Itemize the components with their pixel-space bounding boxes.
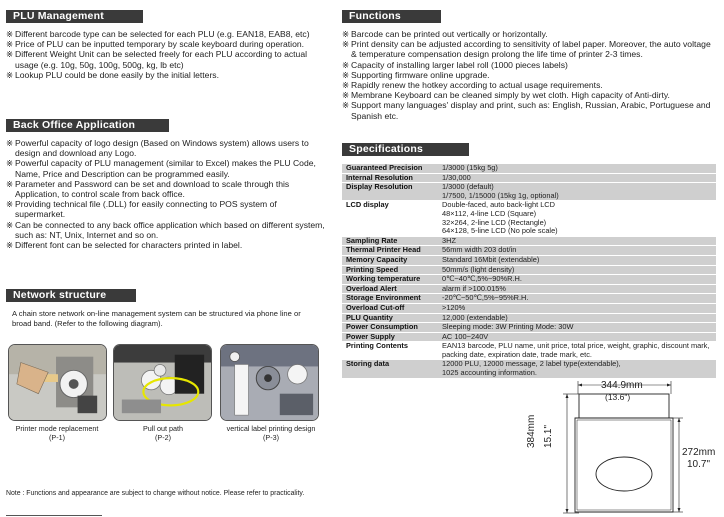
list-item-text: Supporting firmware online upgrade. (351, 69, 490, 80)
table-row (342, 303, 716, 313)
list-item (6, 29, 328, 39)
dimension-width-inch: (13.6") (605, 392, 631, 402)
list-item (6, 158, 328, 178)
reference-mark-icon: ※ (342, 29, 350, 39)
photo-caption-1: Printer mode replacement (P-1) (15, 424, 99, 442)
list-item (6, 49, 328, 69)
spec-label: Printing Contents (342, 342, 438, 360)
list-item-text: Support many languages' display and print, such as: English, Russian, Arabic, Portuguese and Spanish etc. (351, 100, 711, 121)
list-item-text: Can be connected to any back office application which based on different system, such as: NT, Unix, Internet and so on. (15, 219, 325, 240)
list-item-text: Parameter and Password can be set and download to scale through this Application, to control scale from back office. (15, 178, 290, 200)
list-item (6, 240, 328, 250)
spec-value-line: alarm if >100.015% (442, 283, 506, 293)
list-item-text: Providing technical file (.DLL) for easily connecting to POS system of supermarket. (15, 199, 277, 220)
spec-value (438, 342, 716, 360)
list-item (342, 60, 718, 70)
spec-value-line: 48×112, 4-line LCD (Square) (442, 208, 537, 218)
spec-value-line: 1/3000 (default) (442, 182, 494, 192)
spec-value (438, 275, 716, 285)
network-description: A chain store network on-line management system can be structured via phone line or broad band. (Refer to the following diagram). (12, 309, 301, 328)
list-item-text: Print density can be adjusted according to sensitivity of label paper. Moreover, the auto voltage & temperature compensation design prolong the life time of printer 2-3 times. (351, 39, 711, 60)
reference-mark-icon: ※ (342, 39, 350, 50)
table-row (342, 360, 716, 378)
spec-value-line: Double-faced, auto back-light LCD (442, 200, 555, 210)
list-item-text: Price of PLU can be inputted temporary by scale keyboard during operation. (15, 39, 305, 50)
reference-mark-icon: ※ (6, 240, 14, 251)
spec-label: PLU Quantity (342, 313, 438, 323)
table-row (342, 342, 716, 360)
list-item-text: Lookup PLU could be done easily by the initial letters. (15, 69, 219, 80)
reference-mark-icon: ※ (342, 59, 350, 70)
photo-caption-3: vertical label printing design (P-3) (226, 424, 316, 442)
list-item-text: Different font can be selected for characters printed in label. (15, 240, 243, 251)
list-item (6, 70, 328, 80)
list-item (6, 199, 328, 219)
spec-value (438, 294, 716, 304)
spec-label: Overload Cut-off (342, 303, 438, 313)
list-item (6, 220, 328, 240)
list-item (342, 70, 718, 80)
spec-value-line: 3HZ (442, 235, 456, 245)
back-office-list (6, 138, 328, 250)
table-row (342, 164, 716, 173)
spec-value-line: 64×128, 5-line LCD (No pole scale) (442, 226, 558, 236)
reference-mark-icon: ※ (6, 29, 14, 39)
spec-value-line: 1/3000 (15kg 5g) (442, 163, 498, 172)
plu-management-header: PLU Management (6, 10, 143, 23)
dimension-depth-mm: 272mm (682, 447, 716, 458)
dimension-height-mm: 384mm (526, 414, 537, 448)
spec-label: Display Resolution (342, 183, 438, 201)
list-item-text: Powerful capacity of PLU management (similar to Excel) makes the PLU Code, Name, Price and Description can be programmed easily. (15, 158, 316, 179)
specifications-table (342, 164, 716, 378)
list-item (342, 29, 718, 39)
spec-value-line: Sleeping mode: 3W Printing Mode: 30W (442, 322, 574, 332)
reference-mark-icon: ※ (6, 49, 14, 60)
photo-vertical-label (220, 344, 319, 421)
list-item (6, 179, 328, 199)
spec-value-line: >120% (442, 302, 466, 312)
reference-mark-icon: ※ (6, 69, 14, 80)
spec-value (438, 183, 716, 201)
list-item (6, 39, 328, 49)
footer-divider (6, 515, 102, 516)
spec-label: Thermal Printer Head (342, 246, 438, 256)
list-item-text: Barcode can be printed out vertically or horizontally. (351, 29, 548, 39)
spec-label: LCD display (342, 201, 438, 236)
reference-mark-icon: ※ (342, 80, 350, 91)
spec-value-line: 50mm/s (light density) (442, 264, 515, 274)
back-office-header: Back Office Application (6, 119, 169, 132)
table-row (342, 201, 716, 236)
spec-label: Guaranteed Precision (342, 164, 438, 173)
network-structure-header: Network structure (6, 289, 136, 302)
functions-list (342, 29, 718, 121)
list-item-text: Different barcode type can be selected for each PLU (e.g. EAN18, EAB8, etc) (15, 29, 310, 39)
disclaimer-note: Note : Functions and appearance are subject to change without notice. Please refer to practicality. (6, 490, 305, 497)
reference-mark-icon: ※ (6, 199, 14, 210)
plu-management-list (6, 29, 328, 80)
reference-mark-icon: ※ (342, 90, 350, 101)
spec-label: Working temperature (342, 275, 438, 285)
specifications-header: Specifications (342, 143, 469, 156)
spec-label: Printing Speed (342, 265, 438, 275)
dimension-width-mm: 344.9mm (601, 380, 643, 391)
spec-value-line: 1/7500, 1/15000 (15kg 1g, optional) (442, 190, 559, 200)
photo-printer-mode (8, 344, 107, 421)
spec-label: Power Supply (342, 332, 438, 342)
table-row (342, 275, 716, 285)
reference-mark-icon: ※ (6, 158, 14, 169)
spec-value-line: -20℃~50℃,5%~95%R.H. (442, 293, 529, 303)
photo-caption-2: Pull out path (P-2) (143, 424, 183, 442)
spec-value (438, 323, 716, 333)
dimension-depth-inch: 10.7" (687, 459, 711, 470)
list-item (342, 80, 718, 90)
spec-label: Storage Environment (342, 294, 438, 304)
spec-value-line: 32×264, 2-line LCD (Rectangle) (442, 217, 547, 227)
spec-value (438, 201, 716, 236)
list-item-text: Capacity of installing larger label roll (1000 pieces labels) (351, 59, 568, 70)
spec-value-line: 0℃~40℃,5%~90%R.H. (442, 274, 522, 284)
spec-label: Internal Resolution (342, 173, 438, 183)
table-row (342, 246, 716, 256)
spec-value-line: Standard 16Mbit (extendable) (442, 254, 540, 264)
reference-mark-icon: ※ (342, 100, 350, 111)
list-item-text: Membrane Keyboard can be cleaned simply by wet cloth. High capacity of Anti-dirty. (351, 90, 670, 101)
list-item (342, 90, 718, 100)
photo-pull-out-path (113, 344, 212, 421)
spec-value (438, 164, 716, 173)
spec-value (438, 360, 716, 378)
spec-value-line: 56mm width 203 dot/in (442, 245, 517, 255)
reference-mark-icon: ※ (6, 219, 14, 230)
spec-label: Storing data (342, 360, 438, 378)
table-row (342, 183, 716, 201)
spec-label: Power Consumption (342, 323, 438, 333)
reference-mark-icon: ※ (6, 178, 14, 189)
spec-value-line: AC 100~240V (442, 331, 489, 341)
list-item-text: Different Weight Unit can be selected freely for each PLU according to actual usage (e.g. 10g, 50g, 100g, 500g, kg, lb etc) (15, 49, 308, 70)
list-item (342, 39, 718, 59)
spec-label: Overload Alert (342, 284, 438, 294)
table-row (342, 294, 716, 304)
spec-value-line: 12,000 (extendable) (442, 312, 508, 322)
spec-value-line: EAN13 barcode, PLU name, unit price, total price, weight, graphic, discount mark, packing date, expiration date, trade mark, etc. (442, 341, 710, 359)
functions-header: Functions (342, 10, 441, 23)
spec-label: Memory Capacity (342, 255, 438, 265)
reference-mark-icon: ※ (342, 69, 350, 80)
list-item (6, 138, 328, 158)
table-row (342, 323, 716, 333)
spec-label: Sampling Rate (342, 236, 438, 246)
list-item (342, 100, 718, 120)
dimension-height-inch: 15.1" (543, 424, 554, 448)
spec-value-line: 1025 accounting information. (442, 368, 537, 378)
reference-mark-icon: ※ (6, 138, 14, 148)
spec-value (438, 255, 716, 265)
list-item-text: Rapidly renew the hotkey according to actual usage requirements. (351, 80, 603, 91)
spec-value (438, 246, 716, 256)
spec-value-line: 1/30,000 (442, 172, 471, 182)
spec-value-line: 12000 PLU, 12000 message, 2 label type(extendable), (442, 359, 621, 369)
list-item-text: Powerful capacity of logo design (Based on Windows system) allows users to design and download any Logo. (15, 138, 309, 159)
spec-value (438, 303, 716, 313)
reference-mark-icon: ※ (6, 39, 14, 50)
table-row (342, 255, 716, 265)
